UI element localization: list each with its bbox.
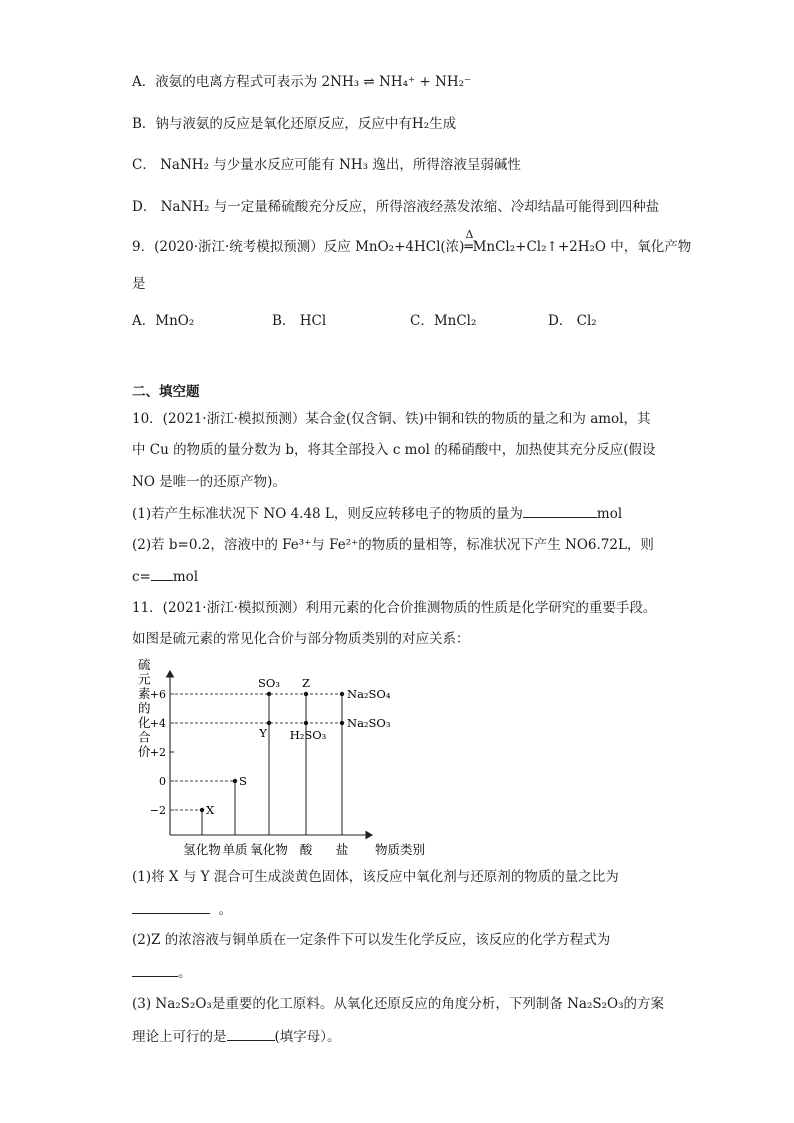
data-point-label: X — [206, 803, 215, 817]
q9-stem-pre: 9．(2020·浙江·统考模拟预测）反应 MnO₂+4HCl(浓) — [132, 239, 465, 255]
sulfur-valence-chart — [132, 655, 442, 865]
answer-blank[interactable] — [151, 566, 173, 581]
x-tick-label: 酸 — [299, 842, 313, 857]
q11-sub1: (1)将 X 与 Y 混合可生成淡黄色固体，该反应中氧化剂与还原剂的物质的量之比为 — [132, 869, 619, 885]
q11-sub3: (3) Na₂S₂O₃是重要的化工原料。从氧化还原反应的角度分析，下列制备 Na₂S₂O₃的方案 — [132, 996, 665, 1012]
q11-sub2-end: 。 — [178, 965, 192, 981]
q9-option-d: D． Cl₂ — [548, 313, 597, 329]
q8-option-c: C． NaNH₂ 与少量水反应可能有 NH₃ 逸出，所得溶液呈弱碱性 — [132, 157, 521, 173]
x-axis-label: 物质类别 — [375, 842, 426, 857]
y-tick-label: −2 — [149, 804, 166, 817]
q9-option-a: A．MnO₂ — [132, 313, 195, 329]
q10-sub2: (2)若 b=0.2，溶液中的 Fe³⁺与 Fe²⁺的物质的量相等，标准状况下产生 NO6.72L，则 — [132, 537, 654, 553]
data-point — [233, 779, 237, 783]
q9-stem-post: MnCl₂+Cl₂↑+2H₂O 中，氧化产物 — [472, 239, 692, 255]
data-point-label: Z — [302, 676, 310, 690]
q9-stem-line2: 是 — [132, 276, 146, 292]
q11-line1: 11．(2021·浙江·模拟预测）利用元素的化合价推测物质的性质是化学研究的重要手段。 — [132, 600, 657, 616]
data-point-label: Y — [259, 726, 267, 740]
q11-sub1-end: 。 — [218, 902, 233, 918]
q11-sub2: (2)Z 的浓溶液与铜单质在一定条件下可以发生化学反应，该反应的化学方程式为 — [132, 932, 611, 948]
q10-line2: 中 Cu 的物质的量分数为 b，将其全部投入 c mol 的稀硝酸中，加热使其充分反应(假设 — [132, 442, 656, 458]
q11-sub1-answer — [132, 899, 232, 920]
y-tick-label: +6 — [149, 688, 166, 701]
answer-blank[interactable] — [523, 503, 597, 518]
data-point — [267, 721, 271, 725]
y-axis-label-char: 价 — [138, 744, 151, 759]
q11-line2: 如图是硫元素的常见化合价与部分物质类别的对应关系： — [132, 631, 470, 647]
q10-sub1-text: (1)若产生标准状况下 NO 4.48 L，则反应转移电子的物质的量为 — [132, 506, 523, 522]
q11-sub2-answer — [132, 962, 192, 983]
q9-option-c: C．MnCl₂ — [410, 313, 477, 329]
data-point — [304, 721, 308, 725]
q10-sub2b — [132, 566, 198, 587]
y-axis-label-char: 合 — [138, 729, 151, 745]
answer-blank[interactable] — [132, 962, 178, 977]
y-tick-label: 0 — [159, 775, 166, 788]
q10-line1: 10．(2021·浙江·模拟预测）某合金(仅含铜、铁)中铜和铁的物质的量之和为 amol，其 — [132, 411, 651, 427]
q10-sub2b-unit: mol — [172, 569, 199, 585]
q11-sub3b — [132, 1026, 341, 1047]
y-tick-label: +4 — [149, 717, 166, 730]
q8-option-d: D． NaNH₂ 与一定量稀硫酸充分反应，所得溶液经蒸发浓缩、冷却结晶可能得到四种盐 — [132, 199, 660, 215]
data-point-label: SO₃ — [258, 676, 280, 690]
data-point — [304, 692, 308, 696]
data-point — [340, 721, 344, 725]
y-axis-label-char: 元 — [138, 671, 151, 687]
x-tick-label: 氧化物 — [250, 842, 288, 857]
q10-sub1 — [132, 503, 622, 524]
heat-arrow: Δ ═ — [464, 228, 474, 255]
q10-line3: NO 是唯一的还原产物)。 — [132, 474, 286, 490]
x-tick-label: 单质 — [222, 842, 248, 857]
answer-blank[interactable] — [132, 899, 210, 914]
answer-blank[interactable] — [227, 1026, 275, 1041]
y-tick-label: +2 — [149, 746, 166, 759]
data-point-label: S — [239, 774, 247, 788]
y-axis-label-char: 的 — [138, 700, 151, 716]
q8-option-a: A．液氨的电离方程式可表示为 2NH₃ ⇌ NH₄⁺ + NH₂⁻ — [132, 74, 472, 90]
data-point — [200, 808, 204, 812]
data-point — [267, 692, 271, 696]
y-axis-label-char: 硫 — [138, 657, 151, 672]
q10-sub1-unit: mol — [596, 506, 623, 522]
q10-sub2b-text: c= — [132, 569, 151, 585]
data-point-label: Na₂SO₄ — [347, 687, 391, 701]
q8-option-b: B．钠与液氨的反应是氧化还原反应，反应中有H₂生成 — [132, 116, 457, 132]
data-point-label: Na₂SO₃ — [347, 716, 391, 730]
q11-sub3b-post: (填字母）。 — [274, 1029, 341, 1045]
data-point-label: H₂SO₃ — [289, 728, 327, 742]
section-title: 二、填空题 — [132, 384, 200, 400]
data-point — [340, 692, 344, 696]
q9-option-b: B． HCl — [272, 313, 327, 329]
y-axis-label-char: 化 — [138, 715, 151, 730]
q9-stem — [132, 228, 692, 257]
x-tick-label: 氢化物 — [183, 842, 221, 857]
y-axis-label — [138, 657, 151, 759]
y-axis-label-char: 素 — [138, 686, 151, 701]
q11-sub3b-pre: 理论上可行的是 — [132, 1029, 227, 1045]
x-tick-label: 盐 — [335, 842, 349, 857]
